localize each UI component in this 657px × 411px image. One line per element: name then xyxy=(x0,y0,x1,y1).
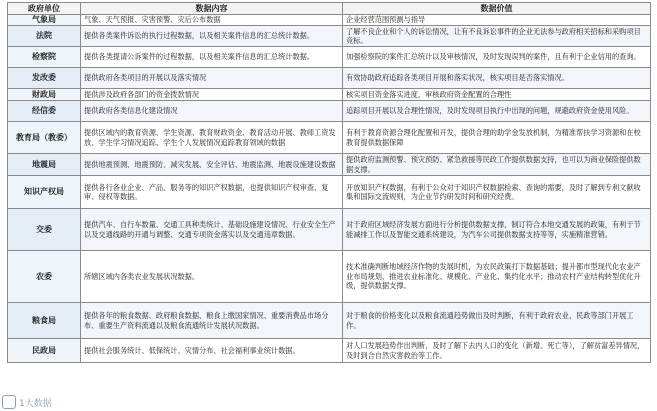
table-row xyxy=(8,339,651,363)
value-cell: 提供政府监测预警、预灾预防、紧急救援等民政工作提供数据支持，也可以为商业保险提供数据支撑。 xyxy=(343,154,651,176)
table-row xyxy=(8,15,651,26)
content-cell: 气象、天气预报、灾害预警、灾后公布数据 xyxy=(81,15,343,26)
content-cell: 提供政府各类项目的开展以及落实情况 xyxy=(81,68,343,89)
unit-cell: 农委 xyxy=(8,251,81,303)
table-row xyxy=(8,26,651,47)
unit-cell: 气象局 xyxy=(8,15,81,26)
watermark-logo-icon xyxy=(2,395,16,409)
content-cell: 提供区域内的教育资源、学生资源、教育财政资金、教育活动开展、教师工资发放、学生学习情况追踪、学生个人发展情况追踪教育领域的数据 xyxy=(81,122,343,154)
unit-cell: 民政局 xyxy=(8,339,81,363)
table-row xyxy=(8,303,651,339)
content-cell: 提供各类提请公诉案件的过程数据，以及相关案件信息的汇总统计数据。 xyxy=(81,47,343,68)
header-unit: 政府单位 xyxy=(8,3,81,15)
unit-cell: 教育局（教委） xyxy=(8,122,81,154)
unit-cell: 地震局 xyxy=(8,154,81,176)
header-value: 数据价值 xyxy=(343,3,651,15)
table-row xyxy=(8,154,651,176)
value-cell: 对于粮食的价格变化以及粮食流通趋势做出及时判断，有利于政府农业、民政等部门开展工作。 xyxy=(343,303,651,339)
content-cell: 提供各年的粮食数据、政府粮食数据、粮食上缴国家情况、重要消费品市场分布、重要生产资料流通以及粮食流通统计发展状况数据。 xyxy=(81,303,343,339)
unit-cell: 粮食局 xyxy=(8,303,81,339)
value-cell: 技术准确判断地域经济作物的发展时机，为农民政策打下数据基础；提升都市型现代化农业产业布局规划，推进农业标准化、规模化、产业化、集约化水平；推动农村产业结构转型优化升级，提供数据支撑。 xyxy=(343,251,651,303)
value-cell: 开放知识产权数据，有利于公众对于知识产权数据检索、查询的需要，及时了解到专利文献收集和国际交流规则，为企业节约研发时间和研究经费。 xyxy=(343,176,651,209)
unit-cell: 法院 xyxy=(8,26,81,47)
value-cell: 了解不良企业和个人的诉讼情况，让有不良诉讼事件的企业无法参与政府相关招标和采购项目竞标。 xyxy=(343,26,651,47)
content-cell: 提供各行各业企业、产品、服务等的知识产权数据，也提供知识产权审查、复审、侵权等数据。 xyxy=(81,176,343,209)
content-cell: 所辖区域内各类农业发展状况数据。 xyxy=(81,251,343,303)
table-row xyxy=(8,209,651,251)
watermark xyxy=(2,395,52,409)
unit-cell: 发改委 xyxy=(8,68,81,89)
table-header-row xyxy=(8,3,651,15)
table-row xyxy=(8,68,651,89)
table-row xyxy=(8,101,651,122)
content-cell: 提供社会服务统计、低保统计、灾情分布、社会福利事业统计数据。 xyxy=(81,339,343,363)
government-data-table xyxy=(7,2,651,363)
unit-cell: 检察院 xyxy=(8,47,81,68)
watermark-text: 1大数据 xyxy=(19,398,52,409)
content-cell: 提供涉及政府各部门的资金拨款情况 xyxy=(81,89,343,101)
header-content: 数据内容 xyxy=(81,3,343,15)
table-row xyxy=(8,89,651,101)
value-cell: 加强检察院的案件汇总统计以及审核情况，及时发现误判的案件，且有利于企业信用的查询。 xyxy=(343,47,651,68)
unit-cell: 知识产权局 xyxy=(8,176,81,209)
value-cell: 对人口发展趋势作出判断，及时了解下去内人口的变化（新增、死亡等），了解贫富差异情况，及时到合自然灾害救治等工作。 xyxy=(343,339,651,363)
value-cell: 追踪项目开展以及合理性情况，及时发现项目执行中出现的问题，规避政府资金使用风险。 xyxy=(343,101,651,122)
unit-cell: 交委 xyxy=(8,209,81,251)
table-row xyxy=(8,176,651,209)
table-row xyxy=(8,251,651,303)
content-cell: 提供汽车、自行车数量、交通工具种类统计、基础设施建设情况、行业安全生产以及交通线路的开通与调整、交通专项资金落实以及交通违章数据。 xyxy=(81,209,343,251)
value-cell: 有利于教育资源合理化配置和开发，提供合理的助学金发放机制，为精准帮扶学习资源和在校教育提供数据保障 xyxy=(343,122,651,154)
table-row xyxy=(8,122,651,154)
unit-cell: 经信委 xyxy=(8,101,81,122)
value-cell: 企业经营范围预测与指导 xyxy=(343,15,651,26)
content-cell: 提供地震预测、地震预防、减灾发展、安全评估、地震监测、地震设施建设数据 xyxy=(81,154,343,176)
content-cell: 提供政府各类信息化建设情况 xyxy=(81,101,343,122)
value-cell: 有效协助政府追踪各类项目开展和落实状况，核实项目是否落实情况。 xyxy=(343,68,651,89)
table-row xyxy=(8,47,651,68)
value-cell: 对于政府区域经济发展方面进行分析提供数据支撑，制订符合本地交通发展的政策，有利于节能减排工作以及智能交通系统建设，为汽车公司提供数据支持等等，实施精准营销。 xyxy=(343,209,651,251)
value-cell: 核实项目资金落实进度，审核政府资金配置的合理性 xyxy=(343,89,651,101)
content-cell: 提供各类案件诉讼的执行过程数据，以及相关案件信息的汇总统计数据。 xyxy=(81,26,343,47)
unit-cell: 财政局 xyxy=(8,89,81,101)
